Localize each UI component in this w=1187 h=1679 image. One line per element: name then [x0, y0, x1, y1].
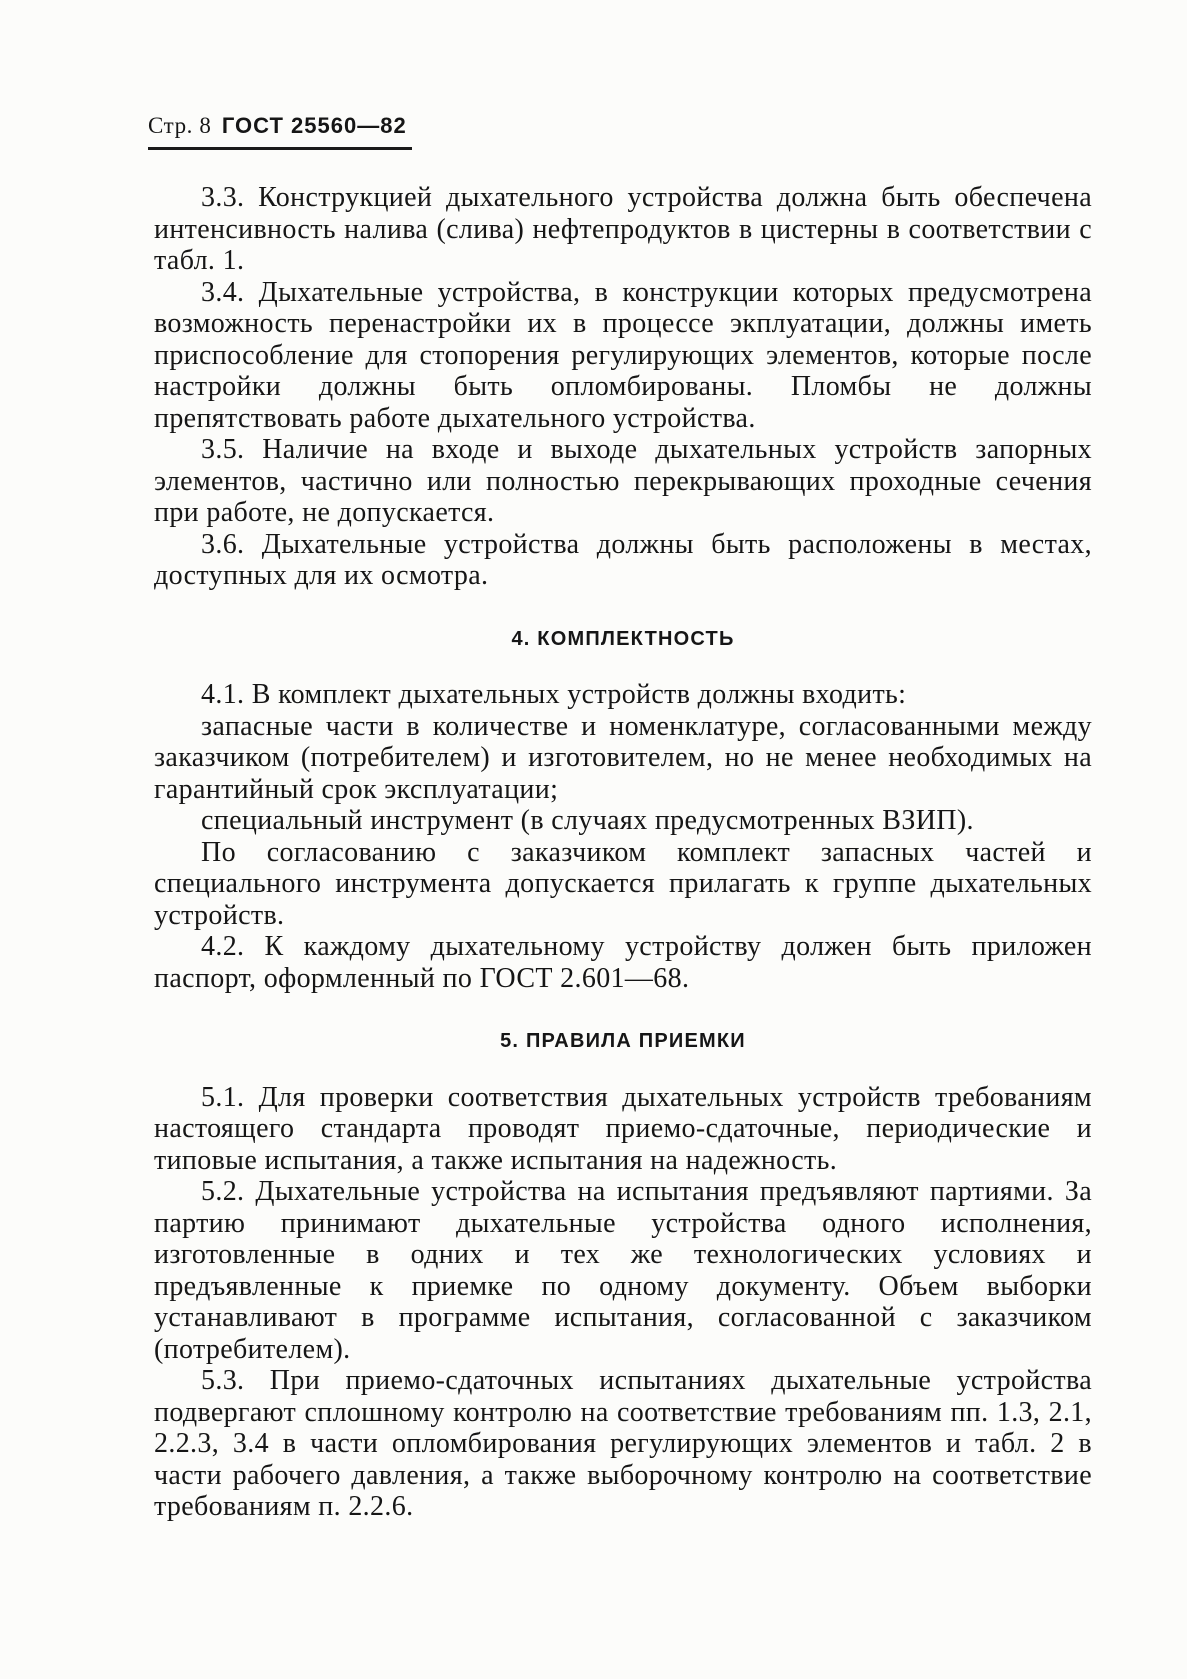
running-head: [148, 113, 407, 139]
clause-5-1: 5.1. Для проверки соответствия дыхательных устройств требованиям настоящего стандарта проводят приемо-сдаточные, периодические и типовые испытания, а также испытания на надежность.: [154, 1081, 1092, 1176]
clause-5-3: 5.3. При приемо-сдаточных испытаниях дыхательные устройства подвергают сплошному контролю на соответствие требованиям пп. 1.3, 2.1, 2.2.3, 3.4 в части опломбирования регулирующих элементов и табл. 2 в части рабочего давления, а также выборочному контролю на соответствие требованиям п. 2.2.6.: [154, 1365, 1092, 1522]
clause-4-1: 4.1. В комплект дыхательных устройств должны входить:: [201, 679, 907, 710]
clause-3-4: 3.4. Дыхательные устройства, в конструкции которых предусмотрена возможность перенастройки их в процессе экплуатации, должны иметь приспособление для стопорения регулирующих элементов, которые после настройки должны быть опломбированы. Пломбы не должны препятствовать работе дыхательного устройства.: [154, 276, 1092, 434]
clause-3-5: 3.5. Наличие на входе и выходе дыхательных устройств запорных элементов, частично или полностью перекрывающих проходные сечения при работе, не допускается.: [154, 434, 1092, 528]
section-heading-5: 5. ПРАВИЛА ПРИЕМКИ: [500, 1030, 746, 1052]
spacer: [154, 1058, 1092, 1082]
standard-number: ГОСТ 25560—82: [221, 113, 407, 138]
clause-4-1-spare-parts: запасные части в количестве и номенклатуре, согласованными между заказчиком (потребителем) и изготовителем, но не менее необходимых на гарантийный срок эксплуатации;: [154, 710, 1092, 805]
section-heading-4: 4. КОМПЛЕКТНОСТЬ: [511, 627, 735, 650]
page-label: Стр. 8: [148, 113, 212, 138]
header-rule: [148, 147, 412, 150]
document-body: [154, 182, 1092, 1523]
spacer: [154, 655, 1092, 679]
clause-5-2: 5.2. Дыхательные устройства на испытания предъявляют партиями. За партию принимают дыхательные устройства одного исполнения, изготовленные в одних и тех же технологических условиях и предъявленные к приемке по одному документу. Объем выборки устанавливают в программе испытания, согласованной с заказчиком (потребителем).: [154, 1176, 1092, 1365]
clause-3-6: 3.6. Дыхательные устройства должны быть расположены в местах, доступных для их осмотра.: [154, 528, 1092, 591]
spacer: [154, 994, 1092, 1026]
clause-3-3: 3.3. Конструкцией дыхательного устройства должна быть обеспечена интенсивность налива (слива) нефтепродуктов в цистерны в соответствии с табл. 1.: [154, 182, 1092, 276]
clause-4-1-agreement: По согласованию с заказчиком комплект запасных частей и специального инструмента допускается прилагать к группе дыхательных устройств.: [154, 836, 1092, 931]
spacer: [154, 592, 1092, 624]
clause-4-2: 4.2. К каждому дыхательному устройству должен быть приложен паспорт, оформленный по ГОСТ 2.601—68.: [154, 931, 1092, 994]
clause-4-1-special-tools: специальный инструмент (в случаях предусмотренных ВЗИП).: [201, 805, 974, 836]
